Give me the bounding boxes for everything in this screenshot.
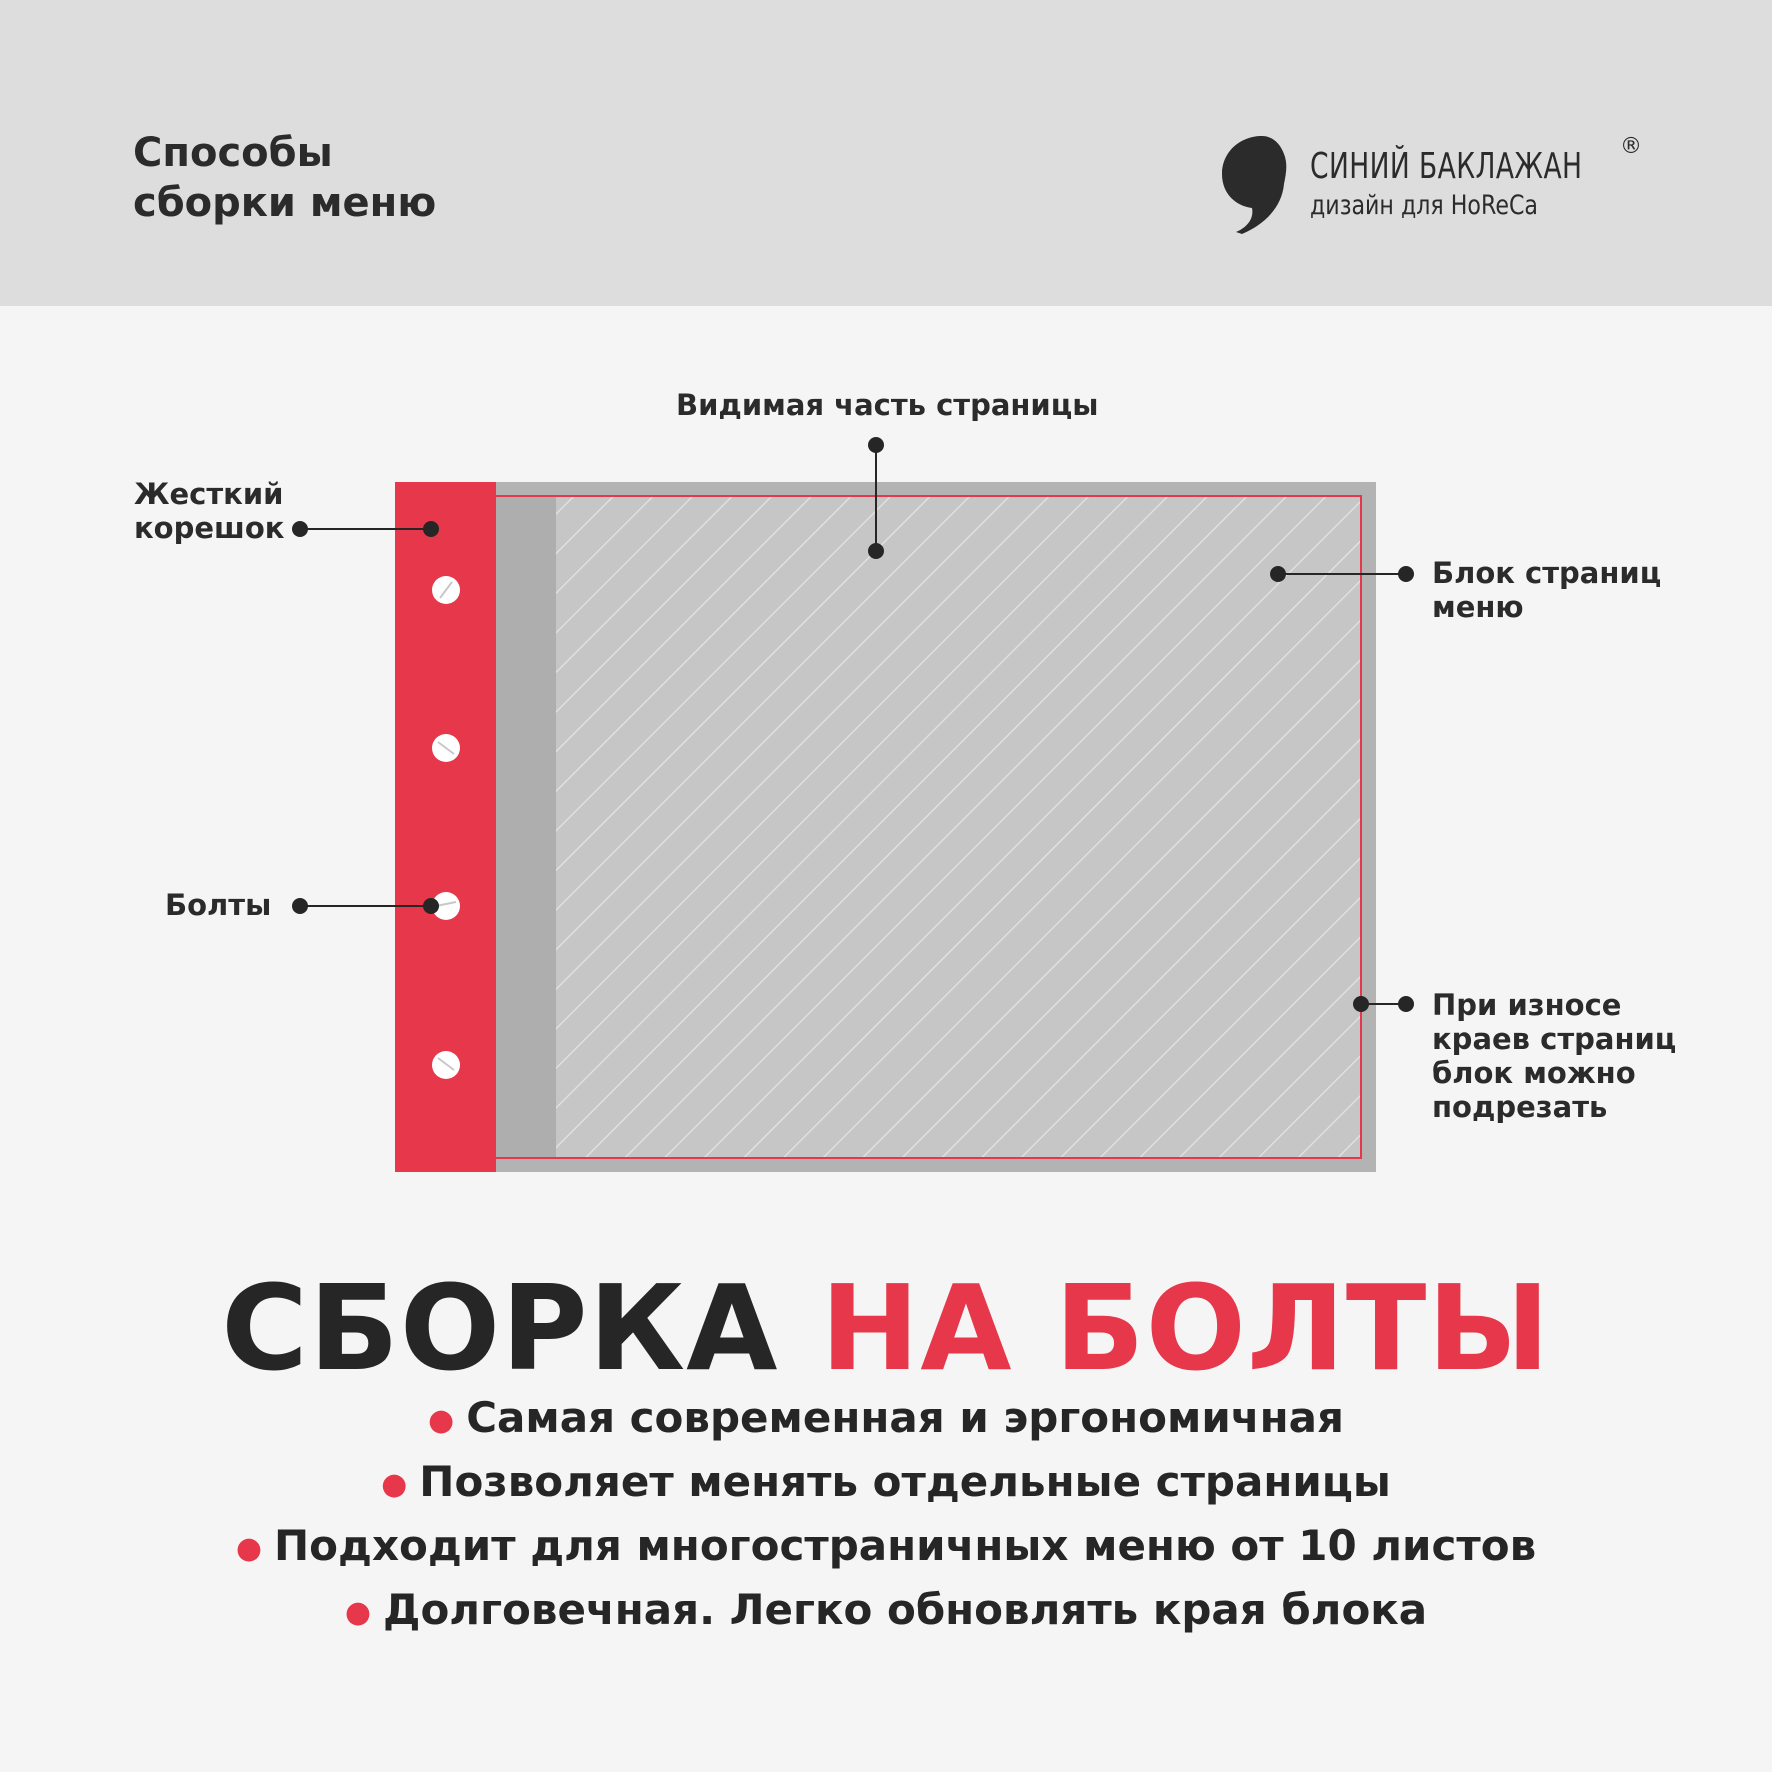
bullet-dot-icon: ●: [428, 1403, 455, 1438]
page-title: Способы сборки меню: [133, 130, 437, 226]
callout-trim: [1353, 996, 1414, 1012]
bullet-dot-icon: ●: [235, 1531, 263, 1566]
feature-list: [0, 1387, 1772, 1643]
logo-tagline: дизайн для HoReCa: [1310, 190, 1538, 221]
bullet-dot-icon: ●: [344, 1595, 372, 1630]
list-item: ● Подходит для многостраничных меню от 10 листов: [235, 1521, 1537, 1570]
bolt-icon: [432, 734, 460, 762]
main-heading: [0, 1258, 1772, 1398]
heading-dark-part: СБОРКА: [221, 1259, 779, 1397]
label-spine: Жесткий корешок: [134, 477, 285, 545]
bullet-dot-icon: ●: [381, 1467, 408, 1502]
list-item: ● Долговечная. Легко обновлять края блока: [344, 1585, 1428, 1634]
heading-accent-part: НА БОЛТЫ: [820, 1259, 1551, 1397]
binding-margin: [494, 497, 556, 1157]
bolt-icon: [432, 576, 460, 604]
registered-mark: ®: [1620, 134, 1642, 159]
label-trim: При износе краев страниц блок можно подрезать: [1432, 988, 1677, 1124]
visible-page-area: [556, 497, 1360, 1157]
logo-name: СИНИЙ БАКЛАЖАН: [1310, 146, 1583, 187]
label-page-block: Блок страниц меню: [1432, 556, 1662, 624]
list-item: ● Позволяет менять отдельные страницы: [381, 1457, 1391, 1506]
bolt-icon: [432, 1051, 460, 1079]
label-bolts: Болты: [165, 888, 272, 922]
list-item: ● Самая современная и эргономичная: [428, 1393, 1344, 1442]
label-visible-part: Видимая часть страницы: [676, 388, 1099, 422]
